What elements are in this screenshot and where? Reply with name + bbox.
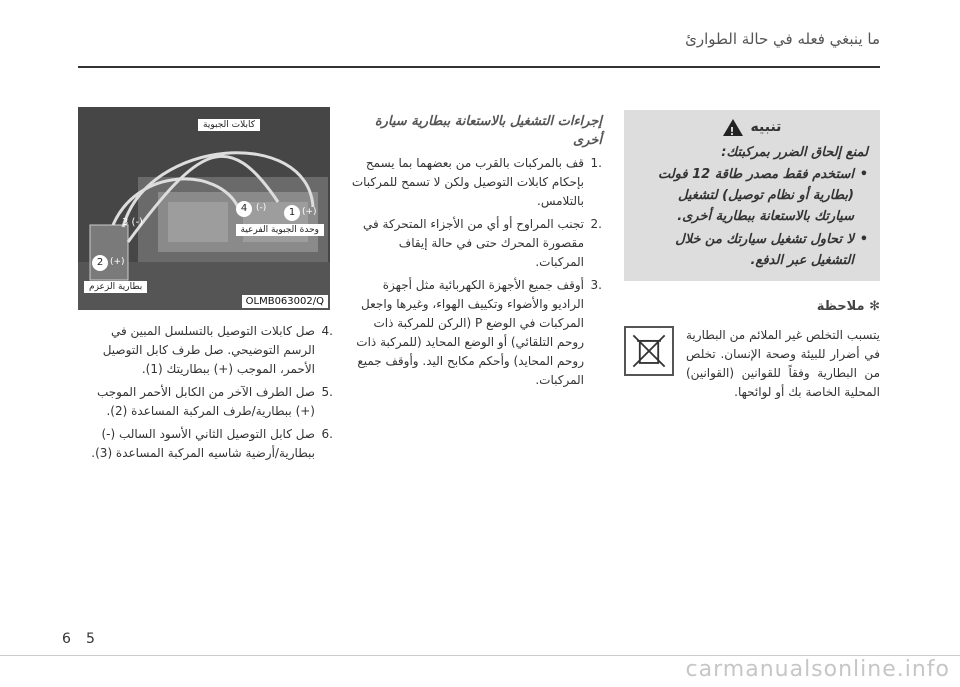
figure-label-cables: كابلات الجبوية bbox=[198, 119, 260, 131]
step-number: .4 bbox=[321, 324, 333, 338]
note-heading bbox=[624, 297, 880, 316]
step-text: قف بالمركبات بالقرب من بعضهما بما يسمح بإحكام كابلات التوصيل ولكن لا تسمح للمركبات بالتلامس. bbox=[351, 156, 584, 208]
marker-3: 3 (-) bbox=[122, 217, 143, 228]
step-text: أوقف جميع الأجهزة الكهربائية مثل أجهزة الراديو والأضواء وتكييف الهواء، وغيرها واجعل المركبات في الوضع P (الركن للمركبة ذات روحم التلقائي) أو الوضع المحايد (للمركبة ذات روحم المحايد) وأحكم مكابح اليد. وأوقف جميع المركبات. bbox=[356, 278, 584, 387]
right-column bbox=[624, 110, 880, 402]
jump-start-figure bbox=[78, 107, 330, 310]
step-item bbox=[350, 154, 602, 211]
bullet-dot-icon: • bbox=[859, 232, 868, 247]
step-item bbox=[350, 215, 602, 272]
step-text: صل كابل التوصيل الثاني الأسود السالب (-) ببطارية/أرضية شاسيه المركبة المساعدة (3). bbox=[91, 427, 315, 460]
caution-bullet bbox=[636, 164, 868, 227]
note-heading-text: ملاحظة bbox=[816, 299, 865, 314]
marker-1-sign: (+) bbox=[302, 207, 317, 217]
step-number: .5 bbox=[321, 385, 333, 399]
step-item bbox=[78, 425, 333, 463]
step-text: تجنب المراوح أو أي من الأجزاء المتحركة في مقصورة المحرك حتى في حالة إيقاف المركبات. bbox=[362, 217, 584, 269]
step-text: صل كابلات التوصيل بالتسلسل المبين في الرسم التوضيحي. صل طرف كابل التوصيل الأحمر، الموجب (+) ببطاريتك (1). bbox=[102, 324, 315, 376]
caution-title: تنبيه bbox=[750, 119, 782, 135]
header-rule bbox=[78, 66, 880, 68]
step-text: صل الطرف الآخر من الكابل الأحمر الموجب (+) ببطارية/طرف المركبة المساعدة (2). bbox=[96, 385, 315, 418]
watermark: carmanualsonline.info bbox=[685, 657, 950, 682]
crossed-bin-icon bbox=[624, 326, 674, 376]
marker-2: 2 bbox=[92, 255, 108, 271]
step-number: .3 bbox=[590, 278, 602, 292]
caution-bullet-text: استخدم فقط مصدر طاقة 12 فولت (بطارية أو نظام توصيل) لتشغيل سيارتك بالاستعانة ببطارية أخرى. bbox=[657, 167, 854, 224]
step-item bbox=[78, 383, 333, 421]
step-item bbox=[78, 322, 333, 379]
note-text: يتسبب التخلص غير الملائم من البطارية في أضرار للبيئة وصحة الإنسان. تخلص من البطارية وفقاً للقوانين (القوانين) المحلية الخاصة بك أو لوائحها. bbox=[686, 328, 880, 399]
step-number: .6 bbox=[321, 427, 333, 441]
marker-4-sign: (-) bbox=[256, 203, 267, 213]
page-number-right: 6 bbox=[62, 631, 71, 647]
step-number: .2 bbox=[590, 217, 602, 231]
page-number-left: 5 bbox=[86, 631, 95, 647]
caution-bullet-text: لا تحاول تشغيل سيارتك من خلال التشغيل عبر الدفع. bbox=[675, 232, 854, 268]
step-number: .1 bbox=[590, 156, 602, 170]
figure-code: OLMB063002/Q bbox=[242, 295, 328, 308]
figure-label-booster: وحدة الجبوية الفرعية bbox=[236, 224, 325, 236]
page-header-title: ما ينبغي فعله في حالة الطوارئ bbox=[685, 30, 880, 48]
caution-header bbox=[636, 118, 868, 137]
marker-1: 1 bbox=[284, 205, 300, 221]
marker-4: 4 bbox=[236, 201, 252, 217]
note-block bbox=[624, 326, 880, 402]
warning-triangle-icon bbox=[723, 119, 743, 136]
caution-subtitle: لمنع إلحاق الضرر بمركبتك: bbox=[721, 145, 868, 160]
figure-label-battery: بطارية الزعزم bbox=[84, 281, 147, 293]
section-heading: إجراءات التشغيل بالاستعانة ببطارية سيارة أخرى bbox=[374, 114, 602, 148]
bullet-dot-icon: • bbox=[859, 167, 868, 182]
caution-bullet bbox=[636, 229, 868, 271]
asterisk-icon: ✻ bbox=[864, 299, 880, 314]
jump-start-procedure bbox=[350, 112, 602, 394]
footer-rule bbox=[0, 655, 960, 656]
step-item bbox=[350, 276, 602, 390]
marker-2-sign: (+) bbox=[110, 257, 125, 267]
caution-box bbox=[624, 110, 880, 281]
steps-continued bbox=[78, 322, 333, 467]
